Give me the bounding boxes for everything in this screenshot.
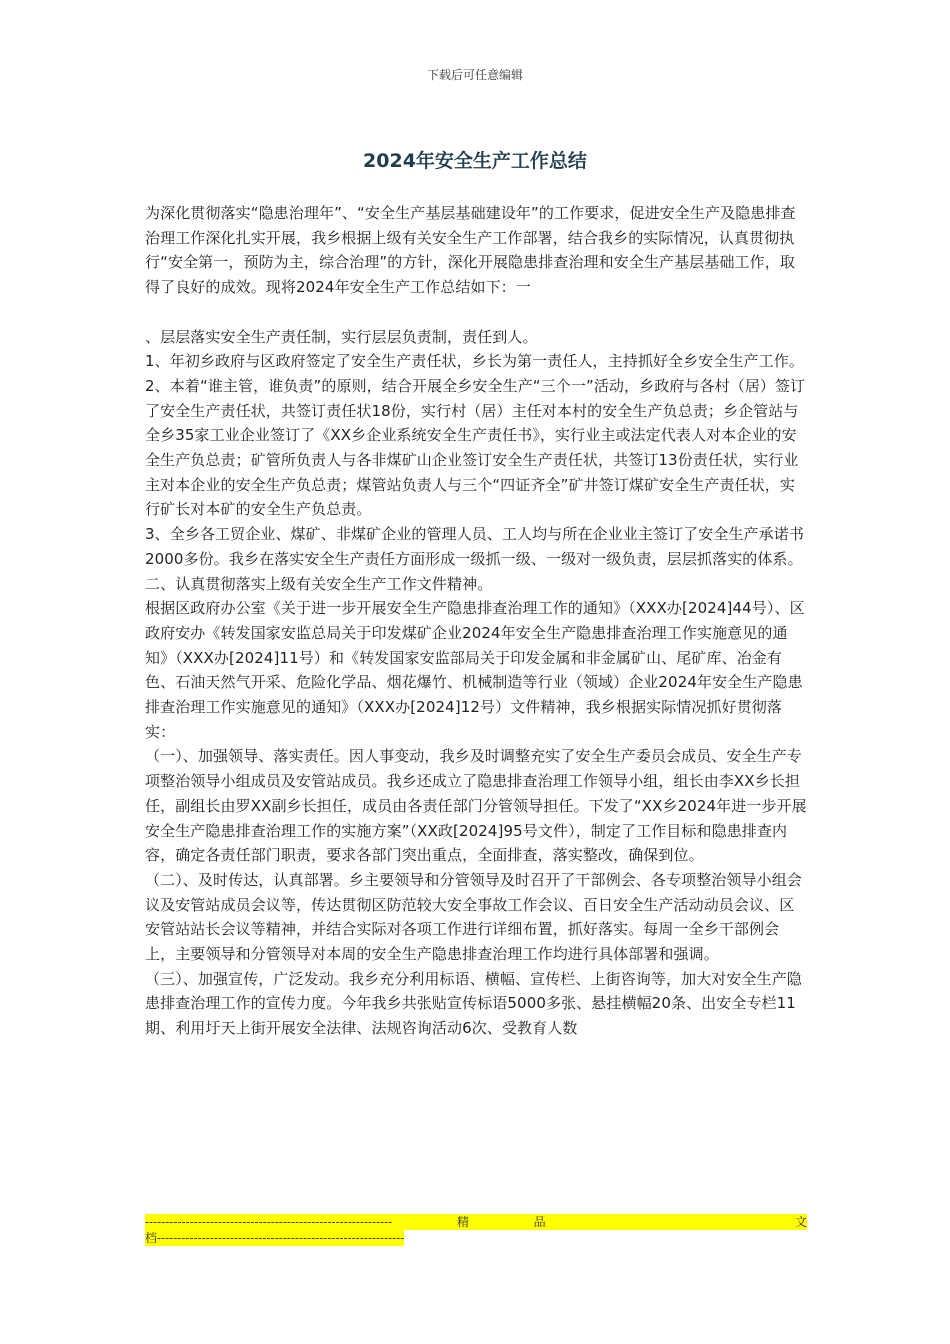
- paragraph-documents: 根据区政府办公室《关于进一步开展安全生产隐患排查治理工作的通知》（XXX办[2024]44号）、区政府安办《转发国家安监总局关于印发煤矿企业2024年安全生产隐患排查治理工作实施意见的通知》（XXX办[2024]11号）和《转发国家安监部局关于印发金属和非金属矿山、尾矿库、冶金有色、石油天然气开采、危险化学品、烟花爆竹、机械制造等行业（领域）企业2024年安全生产隐患排查治理工作实施意见的通知》（XXX办[2024]12号）文件精神，我乡根据实际情况抓好贯彻落实：: [145, 599, 805, 741]
- footer-char-3: 文: [794, 1215, 807, 1229]
- footer-watermark: [145, 1214, 807, 1250]
- paragraph-sub-2: （二）、及时传达，认真部署。乡主要领导和分管领导及时召开了干部例会、各专项整治领导小组会议及安管站成员会议等，传达贯彻区防范较大安全事故工作会议、百日安全生产活动动员会议、区安管站站长会议等精神，并结合实际对各项工作进行详细布置，抓好落实。每周一全乡干部例会上，主要领导和分管领导对本周的安全生产隐患排查治理工作均进行具体部署和强调。: [145, 870, 802, 964]
- paragraph-sub-3: （三）、加强宣传，广泛发动。我乡充分利用标语、横幅、宣传栏、上街咨询等，加大对安全生产隐患排查治理工作的宣传力度。今年我乡共张贴宣传标语5000多张、悬挂横幅20条、出安全专栏11期、利用圩天上街开展安全法律、法规咨询活动6次、受教育人数: [145, 969, 802, 1038]
- header-note: 下载后可任意编辑: [426, 68, 523, 82]
- document-title: 2024年安全生产工作总结: [363, 150, 587, 172]
- footer-line-2: 档-------------------------------------------------------------: [145, 1231, 405, 1245]
- footer-char-2: 品: [533, 1215, 546, 1229]
- paragraph-item-2: 2、本着“谁主管，谁负责”的原则，结合开展全乡安全生产“三个一”活动，乡政府与各村（居）签订了安全生产责任状，共签订责任状18份，实行村（居）主任对本村的安全生产负总责；乡企管站与全乡35家工业企业签订了《XX乡企业系统安全生产责任书》，实行业主或法定代表人对本企业的安全生产负总责；矿管所负责人与各非煤矿山企业签订安全生产责任状，共签订13份责任状，实行业主对本企业的安全生产负总责；煤管站负责人与三个“四证齐全”矿井签订煤矿安全生产责任状，实行矿长对本矿的安全生产负总责。: [145, 376, 806, 519]
- footer-dashes: -------------------------------------------------------------: [145, 1215, 393, 1229]
- paragraph-sub-1: （一）、加强领导、落实责任。因人事变动，我乡及时调整充实了安全生产委员会成员、安全生产专项整治领导小组成员及安管站成员。我乡还成立了隐患排查治理工作领导小组，组长由李XX乡长担任，副组长由罗XX副乡长担任，成员由各责任部门分管领导担任。下发了“XX乡2024年进一步开展安全生产隐患排查治理工作的实施方案”（XX政[2024]95号文件），制定了工作目标和隐患排查内容，确定各责任部门职责，要求各部门突出重点，全面排查，落实整改，确保到位。: [145, 747, 807, 865]
- footer-line-1: [145, 1214, 807, 1230]
- document-body: [145, 201, 807, 1041]
- section-heading-1: 、层层落实安全生产责任制，实行层层负责制，责任到人。: [145, 327, 538, 346]
- paragraph-item-1: 1、年初乡政府与区政府签定了安全生产责任状，乡长为第一责任人，主持抓好全乡安全生产工作。: [145, 352, 804, 371]
- footer-char-1: 精: [456, 1215, 469, 1229]
- paragraph-intro: 为深化贯彻落实“隐患治理年”、“安全生产基层基础建设年”的工作要求，促进安全生产及隐患排查治理工作深化扎实开展，我乡根据上级有关安全生产工作部署，结合我乡的实际情况，认真贯彻执行“安全第一，预防为主，综合治理”的方针，深化开展隐患排查治理和安全生产基层基础工作，取得了良好的成效。现将2024年安全生产工作总结如下：一: [145, 204, 796, 297]
- section-heading-2: 二、认真贯彻落实上级有关安全生产工作文件精神。: [145, 574, 493, 593]
- paragraph-item-3: 3、全乡各工贸企业、煤矿、非煤矿企业的管理人员、工人均与所在企业业主签订了安全生产承诺书2000多份。我乡在落实安全生产责任方面形成一级抓一级、一级对一级负责，层层抓落实的体系。: [145, 525, 804, 568]
